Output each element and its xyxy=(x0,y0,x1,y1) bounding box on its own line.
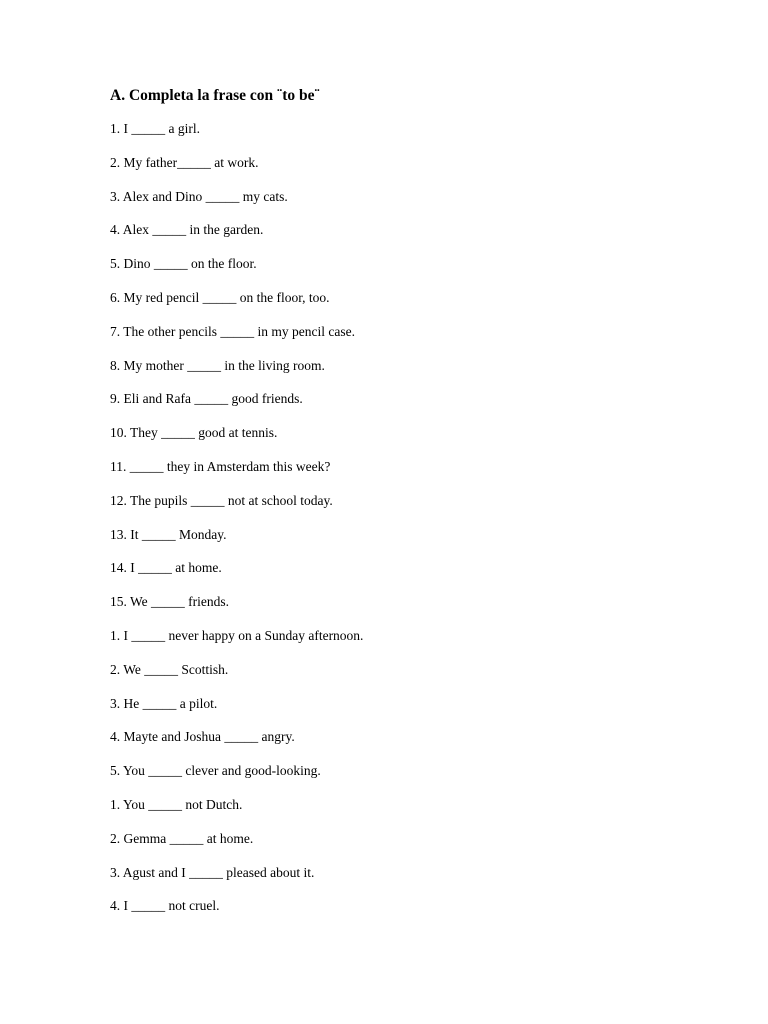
sentence-item: 3. Alex and Dino _____ my cats. xyxy=(110,188,288,204)
sentence-item: 1. I _____ never happy on a Sunday afternoon. xyxy=(110,627,364,643)
sentence-item: 6. My red pencil _____ on the floor, too. xyxy=(110,289,330,305)
sentence-item: 15. We _____ friends. xyxy=(110,594,230,610)
sentence-item: 11. _____ they in Amsterdam this week? xyxy=(110,458,331,474)
sentence-item: 2. Gemma _____ at home. xyxy=(110,830,254,846)
sentence-item: 8. My mother _____ in the living room. xyxy=(110,357,325,373)
sentence-item: 5. You _____ clever and good-looking. xyxy=(110,763,321,779)
sentence-item: 4. Mayte and Joshua _____ angry. xyxy=(110,729,295,745)
worksheet xyxy=(110,85,710,930)
sentence-item: 4. Alex _____ in the garden. xyxy=(110,222,264,238)
sentence-item: 4. I _____ not cruel. xyxy=(110,898,220,914)
sentence-list xyxy=(110,119,710,930)
sentence-item: 13. It _____ Monday. xyxy=(110,526,227,542)
sentence-item: 1. You _____ not Dutch. xyxy=(110,796,243,812)
sentence-item: 3. He _____ a pilot. xyxy=(110,695,218,711)
sentence-item: 2. My father_____ at work. xyxy=(110,154,259,170)
sentence-item: 5. Dino _____ on the floor. xyxy=(110,256,257,272)
sentence-item: 10. They _____ good at tennis. xyxy=(110,425,278,441)
sentence-item: 9. Eli and Rafa _____ good friends. xyxy=(110,391,303,407)
sentence-item: 2. We _____ Scottish. xyxy=(110,661,229,677)
sentence-item: 1. I _____ a girl. xyxy=(110,121,200,136)
sentence-item: 14. I _____ at home. xyxy=(110,560,222,576)
sentence-item: 3. Agust and I _____ pleased about it. xyxy=(110,864,315,880)
sentence-item: 7. The other pencils _____ in my pencil case. xyxy=(110,323,355,339)
worksheet-title: A. Completa la frase con ¨to be¨ xyxy=(110,87,320,104)
sentence-item: 12. The pupils _____ not at school today. xyxy=(110,492,333,508)
